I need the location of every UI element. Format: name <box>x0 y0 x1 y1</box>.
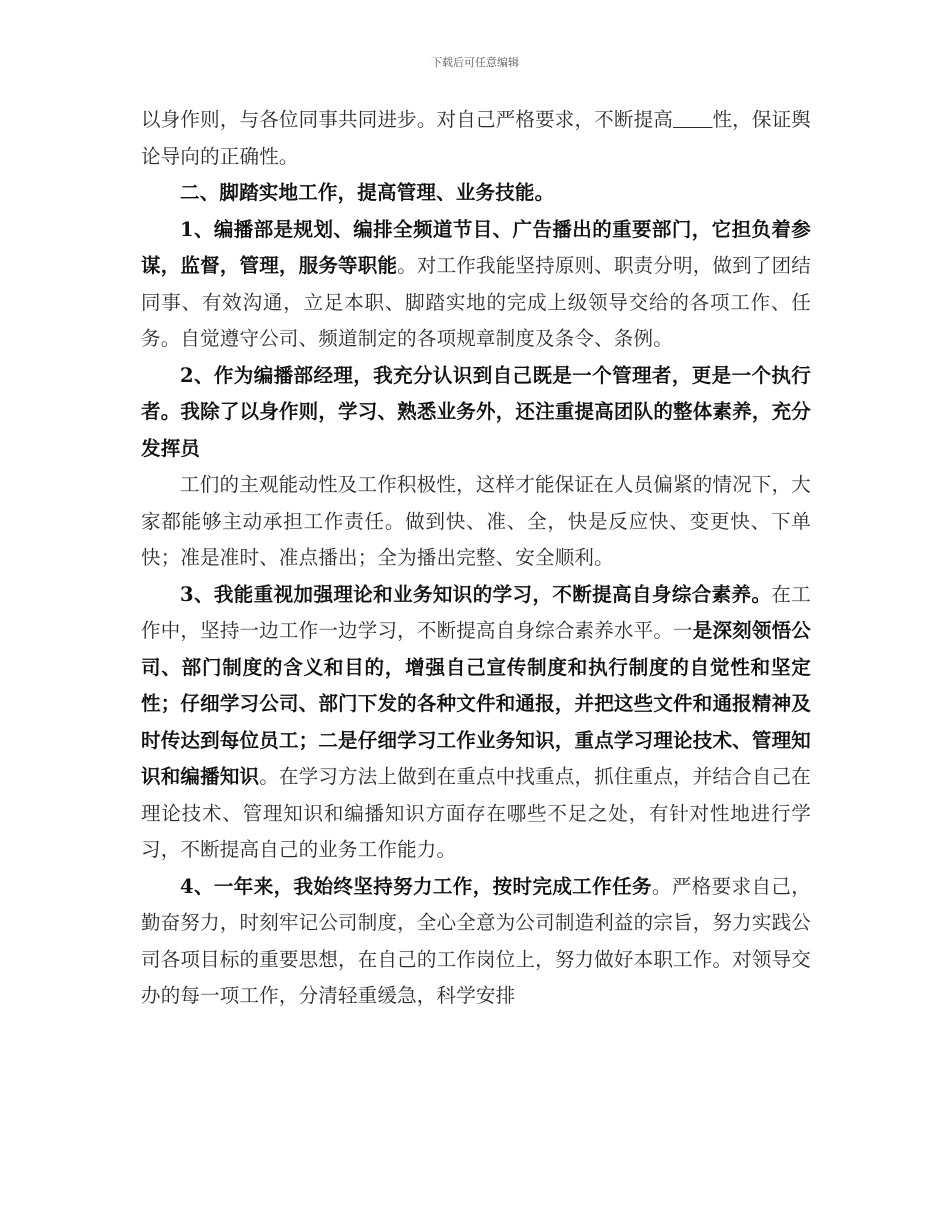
text-segment: 。在学习方法上做到在重点中找重点，抓住重点，并结合自己在理论技术、管理知识和编播知识方面存在哪些不足之处，有针对性地进行学习，不断提高自己的业务工作能力。 <box>141 765 811 861</box>
paragraph-continuation <box>141 102 811 175</box>
text-segment: 。严格要求自己，勤奋努力，时刻牢记公司制度，全心全意为公司制造利益的宗旨，努力实践公司各项目标的重要思想，在自己的工作岗位上，努力做好本职工作。对领导交办的每一项工作，分清轻重缓急，科学安排 <box>141 874 811 1007</box>
fill-in-blank <box>673 108 712 131</box>
bold-lead: 3、我能重视加强理论和业务知识的学习，不断提高自身综合素养。 <box>180 582 772 606</box>
paragraph-4 <box>141 577 811 869</box>
bold-lead: 1、编播部是规划、编排全频道节目、广告播出的重要部门，它担负着参谋，监督，管理，服务等职能 <box>141 217 811 277</box>
paragraph-1 <box>141 212 811 358</box>
text-segment: 性，保证舆论导向的正确性。 <box>141 108 811 168</box>
paragraph-5 <box>141 869 811 1015</box>
section-heading: 二、脚踏实地工作，提高管理、业务技能。 <box>180 181 555 204</box>
document-body <box>141 102 811 1015</box>
paragraph-2: 2、作为编播部经理，我充分认识到自己既是一个管理者，更是一个执行者。我除了以身作则，学习、熟悉业务外，还注重提高团队的整体素养，充分发挥员 <box>141 363 811 460</box>
paragraph-3: 工们的主观能动性及工作积极性，这样才能保证在人员偏紧的情况下，大家都能够主动承担工作责任。做到快、准、全，快是反应快、变更快、下单快；准是准时、准点播出；全为播出完整、安全顺利。 <box>141 473 811 569</box>
bold-segment: 是深刻领悟公司、部门制度的含义和目的，增强自己宣传制度和执行制度的自觉性和坚定性；仔细学习公司、部门下发的各种文件和通报，并把这些文件和通报精神及时传达到每位员工；二是仔细学习工作业务知识，重点学习理论技术、管理知识和编播知识 <box>141 619 811 788</box>
text-segment: 。对工作我能坚持原则、职责分明，做到了团结同事、有效沟通，立足本职、脚踏实地的完成上级领导交给的各项工作、任务。自觉遵守公司、频道制定的各项规章制度及条令、条例。 <box>141 254 812 350</box>
text-segment: 以身作则，与各位同事共同进步。对自己严格要求，不断提高 <box>141 108 674 131</box>
page-header-note: 下载后可任意编辑 <box>431 56 519 69</box>
bold-lead: 4、一年来，我始终坚持努力工作，按时完成工作任务 <box>180 874 652 898</box>
text-segment: 在工作中，坚持一边工作一边学习，不断提高自身综合素养水平。一 <box>141 582 811 642</box>
